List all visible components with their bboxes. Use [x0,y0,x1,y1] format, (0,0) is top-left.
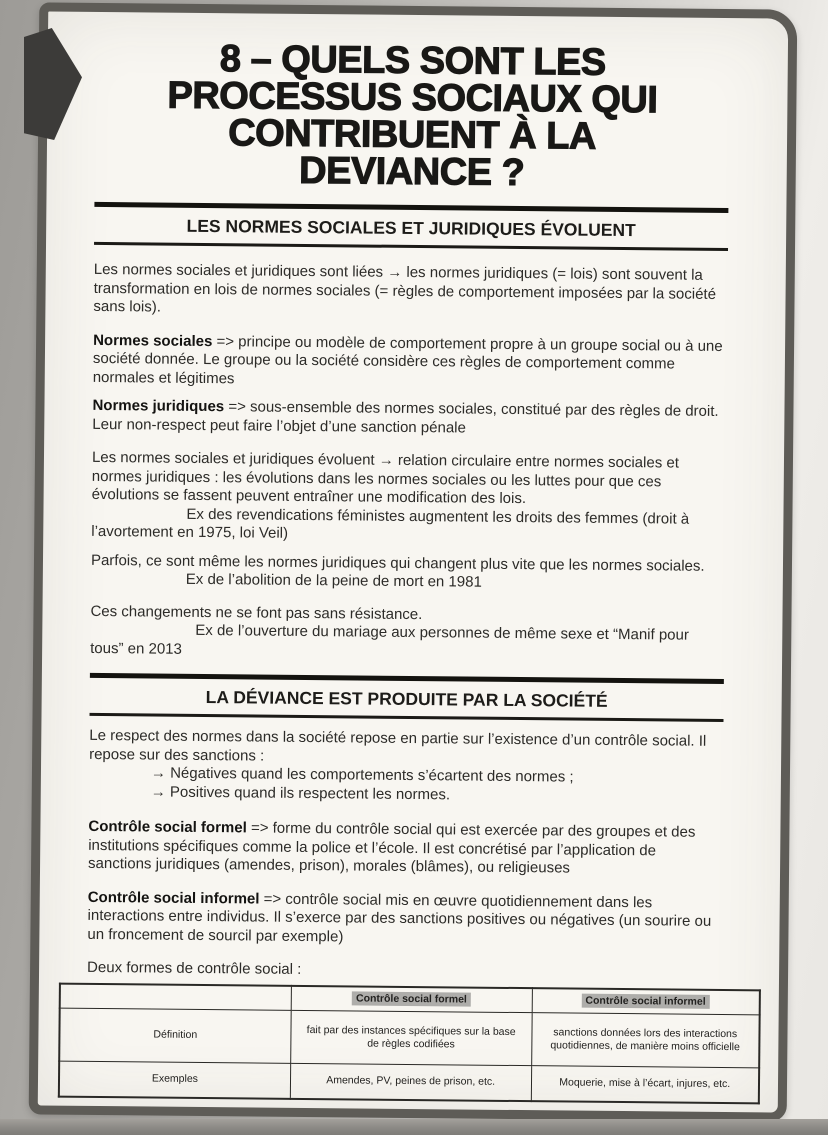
control-table [58,982,761,1104]
table-header-empty [60,983,292,1010]
definition-normes-juridiques-text: => sous-ensemble des normes sociales, constitué par des règles de droit. Leur non-respect peut faire l’objet d’une sanction pénale [92,398,719,437]
example-feministes: Ex des revendications féministes augmentent les droits des femmes (droit à l’avortement en 1975, loi Veil) [91,505,690,542]
table-intro: Deux formes de contrôle social : [87,958,302,978]
definition-normes-sociales [93,331,728,393]
example-mariage: Ex de l’ouverture du mariage aux personnes de même sexe et “Manif pour tous” en 2013 [90,621,689,658]
definition-controle-informel-text: => contrôle social mis en œuvre quotidiennement dans les interactions entre individus. Il s’exerce par des sanctions positives ou négatives (un sourire ou un froncement de sourcil par exemple) [87,890,712,945]
term-controle-formel: Contrôle social formel [88,817,247,837]
cell-exemples-formel: Amendes, PV, peines de prison, etc. [290,1063,531,1101]
cell-exemples-informel: Moquerie, mise à l’écart, injures, etc. [531,1065,759,1103]
bullet-positives: → Positives quand ils respectent les normes. [150,782,451,803]
row-label-exemples: Exemples [59,1061,291,1099]
row-label-definition: Définition [59,1008,291,1063]
definition-controle-informel [87,888,722,950]
bullet-negatives: → Négatives quand les comportements s’écartent des normes ; [150,764,574,786]
example-peine-de-mort: Ex de l’abolition de la peine de mort en 1981 [185,570,482,591]
cell-definition-informel: sanctions données lors des interactions quotidiennes, de manière moins officielle [531,1012,759,1067]
term-normes-juridiques: Normes juridiques [92,396,225,416]
table-header-formel [291,985,532,1012]
document-page [29,2,798,1121]
section-heading-normes: LES NORMES SOCIALES ET JURIDIQUES ÉVOLUENT [94,202,728,251]
paragraph-evolution: Les normes sociales et juridiques évoluent → relation circulaire entre normes sociales et normes juridiques : les évolutions dans les normes sociales ou les luttes pour que ces évolutions se fassent peuvent entraîner une modification des lois. [91,448,679,508]
table-row-definition [59,1008,759,1068]
definition-normes-sociales-text: => principe ou modèle de comportement propre à un groupe social ou à une société donnée. Le groupe ou la société considère ces règles de comportement comme normales et légitimes [92,332,723,387]
definition-normes-juridiques [92,397,726,440]
paragraph-controle-social: Le respect des normes dans la société repose en partie sur l’existence d’un contrôle social. Il repose sur des sanctions : [89,726,707,765]
table-row-exemples [59,1061,759,1103]
definition-controle-formel [88,818,723,880]
table-header-informel-label: Contrôle social informel [581,993,709,1008]
page-title-line: DEVIANCE ? [298,149,525,195]
page-title [95,40,730,194]
photo-bottom-edge [0,1119,828,1135]
page-content [38,11,788,1112]
cell-definition-formel: fait par des instances spécifiques sur la base de règles codifiées [290,1010,531,1065]
page-title-line: 8 – QUELS SONT LES [219,38,606,84]
paragraph-resistance: Ces changements ne se font pas sans résistance. [90,602,423,623]
table-header-informel [532,988,760,1015]
section-heading-deviance: LA DÉVIANCE EST PRODUITE PAR LA SOCIÉTÉ [90,673,724,722]
page-title-line: CONTRIBUENT À LA [228,112,597,158]
sanctions-list [151,764,723,806]
page-title-line: PROCESSUS SOCIAUX QUI [167,74,658,122]
definition-controle-formel-text: => forme du contrôle social qui est exercée par des groupes et des institutions spécifiques comme la police et l’école. Il est concrétisé par l’application de sanctions juridiques (amendes, prison), morales (blâmes), ou religieuses [88,819,696,877]
term-normes-sociales: Normes sociales [93,331,213,350]
term-controle-informel: Contrôle social informel [87,888,260,908]
paragraph-juridiques-plus-vite: Parfois, ce sont même les normes juridiques qui changent plus vite que les normes sociales. [90,551,705,575]
table-header-formel-label: Contrôle social formel [352,991,471,1006]
paragraph-normes-liees: Les normes sociales et juridiques sont liées → les normes juridiques (= lois) sont souvent la transformation en lois de normes sociales (= règles de comportement imposées par la société sans lois). [93,260,717,316]
